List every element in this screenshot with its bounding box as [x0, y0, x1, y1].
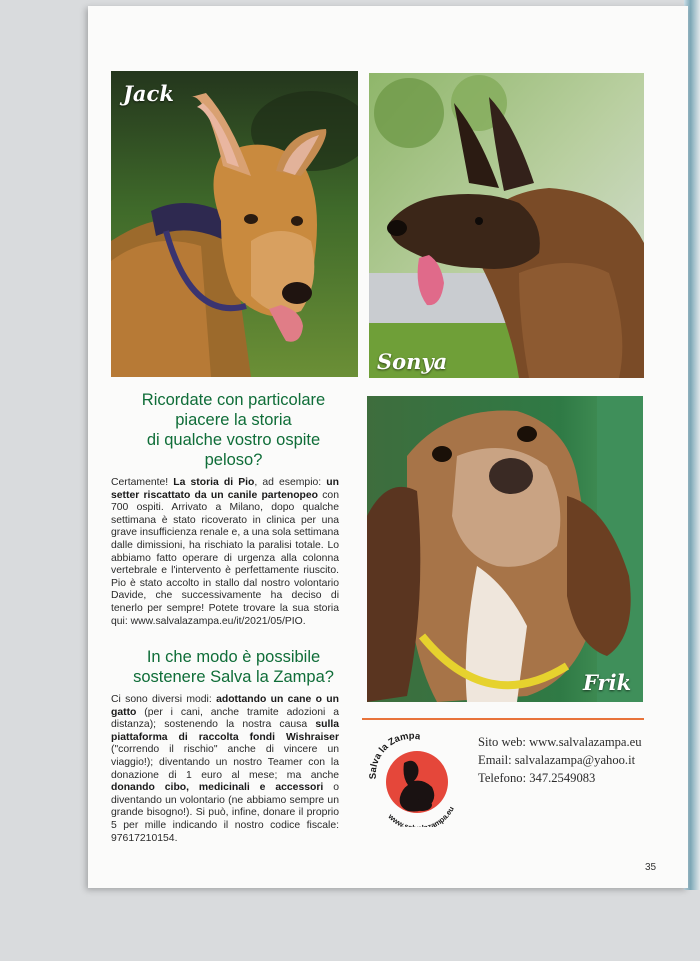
contact-email: Email: salvalazampa@yahoo.it — [478, 753, 636, 767]
question-1-line-4: peloso? — [204, 451, 263, 469]
question-2-line-1: In che modo è possibile — [146, 648, 321, 666]
logo-bottom-text: www.s zampa.eu — [386, 804, 456, 827]
answer-1-text — [111, 477, 339, 628]
answer-1-part: , ad esempio: — [254, 477, 327, 488]
question-2-heading — [111, 647, 356, 687]
contact-block — [478, 733, 642, 787]
photo-name-frik: Frik — [583, 670, 632, 695]
question-2-line-2: sostenere Salva la Zampa? — [133, 668, 334, 686]
answer-2-bold: sulla piattaforma di raccolta fondi Wishraiser — [111, 719, 339, 743]
photo-name-sonya: Sonya — [377, 349, 448, 374]
answer-2-bold: adottando un cane o un gatto — [111, 694, 339, 718]
answer-2-text — [111, 694, 339, 845]
question-1-line-1: Ricordate con particolare — [141, 391, 326, 409]
photo-jack — [111, 71, 358, 377]
question-1-heading — [111, 390, 356, 470]
contact-phone: Telefono: 347.2549083 — [478, 771, 596, 785]
question-1-line-3: di qualche vostro ospite — [146, 431, 321, 449]
question-1-line-2: piacere la storia — [175, 411, 292, 429]
contact-web: Sito web: www.salvalazampa.eu — [478, 735, 642, 749]
answer-2-part: o diventando un volontario (ne abbiamo sempre un grande bisogno!). Si può, infine, donare il proprio 5 per mille indicando il nostro codice fiscale: 97617210154. — [111, 782, 340, 844]
answer-1-bold: La storia di Pio — [173, 477, 255, 488]
answer-2-bold: donando cibo, medicinali e accessori — [111, 782, 324, 794]
answer-1-bold: un setter riscattato da un canile partenopeo — [111, 477, 339, 501]
orange-divider — [362, 718, 644, 720]
photo-sonya — [369, 73, 644, 378]
page-number: 35 — [645, 862, 657, 873]
answer-2-part: ("correndo il rischio" anche di vincere un viaggio!); diventando un nostro Teamer con la donazione di 1 euro al mese; ma anche — [111, 744, 339, 781]
salva-la-zampa-logo — [362, 727, 462, 827]
answer-2-part: Ci sono diversi modi: — [111, 694, 217, 705]
answer-2-part: (per i cani, anche tramite adozioni a distanza); sostenendo la nostra causa — [111, 706, 339, 731]
photo-frik — [367, 396, 643, 702]
logo-top-text: Salva la Zampa — [367, 730, 422, 780]
photo-name-jack: Jack — [123, 81, 174, 106]
answer-1-part: Certamente! — [111, 477, 174, 488]
answer-1-part: con 700 ospiti. Arrivato a Milano, dopo qualche settimana è stato ricoverato in clinica per una grave insufficienza renale e, a una sola settimana dalle dimissioni, ha rischiato la paralisi totale. Lo abbiamo fatto operare di urgenza alla colonna vertebrale e l'intervento è perfettamente riuscito. Pio è stato accolto in stallo dal nostro volontario Davide, che successivamente ha deciso di tenerlo per sempre! Potete trovare la sua storia qui: www.salvalazampa.eu/it/2021/05/PIO. — [111, 489, 339, 627]
